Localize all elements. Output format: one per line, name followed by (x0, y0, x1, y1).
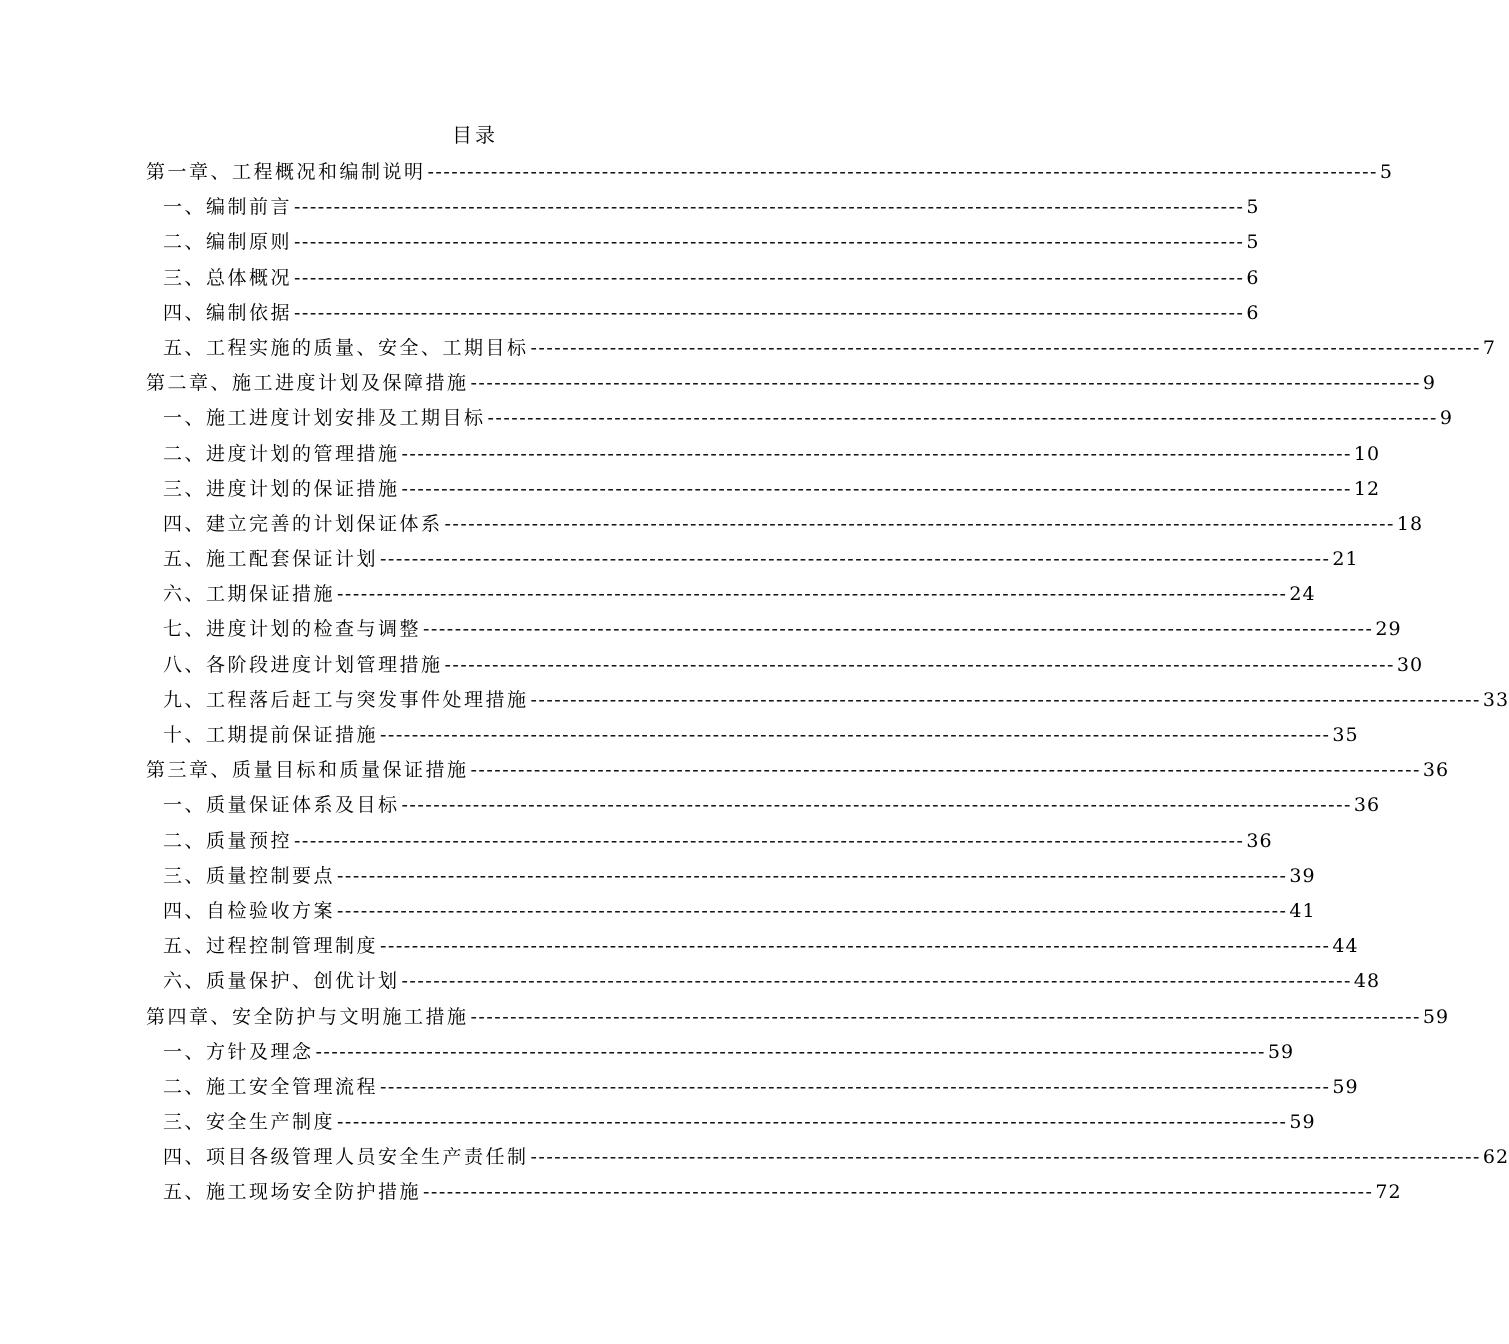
toc-page-number: 6 (1246, 266, 1260, 289)
toc-page-number: 59 (1267, 1040, 1295, 1063)
toc-entry-label: 一、方针及理念 (163, 1040, 314, 1063)
toc-section-entry[interactable] (146, 225, 1260, 260)
toc-dot-leader: ------------------------------------------------------------------------------------------------------------------------ (380, 548, 1331, 571)
toc-entry-label: 八、各阶段进度计划管理措施 (163, 653, 443, 676)
toc-page-number: 12 (1353, 477, 1381, 500)
toc-list (146, 155, 1509, 1211)
toc-page-number: 10 (1353, 442, 1381, 465)
toc-entry-label: 四、项目各级管理人员安全生产责任制 (163, 1146, 529, 1169)
toc-page-number: 59 (1289, 1111, 1316, 1134)
toc-page-number: 9 (1422, 372, 1436, 395)
toc-entry-label: 二、进度计划的管理措施 (163, 442, 400, 465)
toc-dot-leader: ------------------------------------------------------------------------------------------------------------------------ (423, 618, 1374, 641)
toc-dot-leader: ------------------------------------------------------------------------------------------------------------------------ (380, 1075, 1331, 1098)
toc-page-number: 29 (1375, 618, 1402, 641)
toc-section-entry[interactable] (146, 437, 1381, 472)
toc-entry-label: 九、工程落后赶工与突发事件处理措施 (163, 688, 529, 711)
toc-dot-leader: ------------------------------------------------------------------------------------------------------------------------ (337, 1111, 1288, 1134)
toc-dot-leader: ------------------------------------------------------------------------------------------------------------------------ (530, 336, 1481, 359)
toc-dot-leader: ------------------------------------------------------------------------------------------------------------------------ (337, 583, 1288, 606)
toc-page-number: 7 (1482, 336, 1496, 359)
toc-title: 目录 (452, 123, 498, 147)
toc-page-number: 35 (1332, 724, 1359, 746)
toc-dot-leader: ------------------------------------------------------------------------------------------------------------------------ (401, 477, 1352, 500)
toc-entry-label: 二、施工安全管理流程 (163, 1075, 379, 1098)
toc-dot-leader: ------------------------------------------------------------------------------------------------------------------------ (444, 512, 1395, 535)
toc-dot-leader: ------------------------------------------------------------------------------------------------------------------------ (470, 759, 1421, 782)
toc-dot-leader: ------------------------------------------------------------------------------------------------------------------------ (294, 196, 1245, 219)
toc-dot-leader: ------------------------------------------------------------------------------------------------------------------------ (423, 1181, 1374, 1204)
toc-dot-leader: ------------------------------------------------------------------------------------------------------------------------ (401, 794, 1352, 817)
toc-entry-label: 三、安全生产制度 (163, 1111, 336, 1134)
toc-entry-label: 五、施工配套保证计划 (163, 548, 379, 571)
toc-page-number: 5 (1379, 161, 1393, 183)
toc-dot-leader: ------------------------------------------------------------------------------------------------------------------------ (401, 970, 1352, 993)
toc-dot-leader: ------------------------------------------------------------------------------------------------------------------------ (444, 653, 1395, 676)
toc-entry-label: 三、质量控制要点 (163, 864, 336, 887)
toc-section-entry[interactable] (146, 1035, 1295, 1070)
toc-dot-leader: ------------------------------------------------------------------------------------------------------------------------ (530, 688, 1481, 711)
toc-page-number: 5 (1246, 196, 1260, 219)
toc-page-number: 36 (1422, 759, 1450, 782)
toc-dot-leader: ------------------------------------------------------------------------------------------------------------------------ (315, 1040, 1266, 1063)
toc-chapter-entry[interactable] (146, 366, 1436, 401)
toc-dot-leader: ------------------------------------------------------------------------------------------------------------------------ (427, 161, 1378, 183)
toc-chapter-entry[interactable] (146, 155, 1393, 190)
toc-page-number: 48 (1353, 970, 1381, 993)
toc-section-entry[interactable] (146, 507, 1424, 542)
toc-dot-leader: ------------------------------------------------------------------------------------------------------------------------ (294, 266, 1245, 289)
toc-dot-leader: ------------------------------------------------------------------------------------------------------------------------ (470, 372, 1421, 395)
toc-page-number: 39 (1289, 864, 1316, 887)
toc-section-entry[interactable] (146, 261, 1260, 296)
toc-chapter-entry[interactable] (146, 753, 1450, 788)
toc-entry-label: 三、总体概况 (163, 266, 293, 289)
toc-page-number: 5 (1246, 231, 1260, 254)
toc-page-number: 62 (1482, 1146, 1509, 1169)
toc-entry-label: 二、编制原则 (163, 231, 293, 254)
toc-section-entry[interactable] (146, 1070, 1359, 1105)
toc-page-number: 30 (1396, 653, 1424, 676)
toc-entry-label: 十、工期提前保证措施 (163, 724, 379, 746)
toc-section-entry[interactable] (146, 401, 1453, 436)
toc-page-number: 33 (1482, 688, 1509, 711)
toc-section-entry[interactable] (146, 472, 1381, 507)
toc-dot-leader: ------------------------------------------------------------------------------------------------------------------------ (294, 301, 1245, 324)
toc-section-entry[interactable] (146, 1140, 1509, 1175)
toc-dot-leader: ------------------------------------------------------------------------------------------------------------------------ (470, 1005, 1421, 1028)
toc-page-number: 41 (1289, 899, 1316, 922)
toc-dot-leader: ------------------------------------------------------------------------------------------------------------------------ (294, 231, 1245, 254)
toc-section-entry[interactable] (146, 964, 1381, 999)
toc-section-entry[interactable] (146, 788, 1381, 823)
toc-page-number: 44 (1332, 935, 1359, 958)
toc-page-number: 59 (1332, 1075, 1359, 1098)
toc-section-entry[interactable] (146, 296, 1260, 331)
toc-section-entry[interactable] (146, 859, 1316, 894)
toc-page-number: 36 (1246, 829, 1273, 852)
toc-dot-leader: ------------------------------------------------------------------------------------------------------------------------ (294, 829, 1245, 852)
toc-chapter-entry[interactable] (146, 1000, 1450, 1035)
toc-section-entry[interactable] (146, 718, 1359, 753)
toc-entry-label: 第四章、安全防护与文明施工措施 (146, 1005, 469, 1028)
toc-page-number: 24 (1289, 583, 1316, 606)
toc-entry-label: 一、施工进度计划安排及工期目标 (163, 407, 486, 430)
toc-page-number: 6 (1246, 301, 1260, 324)
toc-entry-label: 六、工期保证措施 (163, 583, 336, 606)
toc-entry-label: 四、建立完善的计划保证体系 (163, 512, 443, 535)
toc-section-entry[interactable] (146, 648, 1424, 683)
toc-page-number: 18 (1396, 512, 1424, 535)
toc-entry-label: 七、进度计划的检查与调整 (163, 618, 422, 641)
toc-page-number: 36 (1353, 794, 1381, 817)
toc-dot-leader: ------------------------------------------------------------------------------------------------------------------------ (380, 724, 1331, 746)
toc-section-entry[interactable] (146, 929, 1359, 964)
toc-entry-label: 二、质量预控 (163, 829, 293, 852)
toc-entry-label: 五、施工现场安全防护措施 (163, 1181, 422, 1204)
toc-section-entry[interactable] (146, 577, 1316, 612)
toc-section-entry[interactable] (146, 612, 1402, 647)
toc-section-entry[interactable] (146, 894, 1316, 929)
toc-section-entry[interactable] (146, 1105, 1316, 1140)
toc-dot-leader: ------------------------------------------------------------------------------------------------------------------------ (337, 899, 1288, 922)
toc-section-entry[interactable] (146, 683, 1509, 718)
toc-entry-label: 五、过程控制管理制度 (163, 935, 379, 958)
toc-entry-label: 一、编制前言 (163, 196, 293, 219)
toc-page-number: 59 (1422, 1005, 1450, 1028)
toc-entry-label: 一、质量保证体系及目标 (163, 794, 400, 817)
toc-page-number: 9 (1439, 407, 1453, 430)
toc-page-number: 21 (1332, 548, 1359, 571)
toc-section-entry[interactable] (146, 824, 1273, 859)
toc-dot-leader: ------------------------------------------------------------------------------------------------------------------------ (487, 407, 1438, 430)
toc-entry-label: 第二章、施工进度计划及保障措施 (146, 372, 469, 395)
toc-entry-label: 第一章、工程概况和编制说明 (146, 161, 426, 183)
toc-entry-label: 五、工程实施的质量、安全、工期目标 (163, 336, 529, 359)
toc-entry-label: 四、编制依据 (163, 301, 293, 324)
toc-dot-leader: ------------------------------------------------------------------------------------------------------------------------ (530, 1146, 1481, 1169)
toc-dot-leader: ------------------------------------------------------------------------------------------------------------------------ (401, 442, 1352, 465)
toc-section-entry[interactable] (146, 1175, 1402, 1210)
toc-dot-leader: ------------------------------------------------------------------------------------------------------------------------ (337, 864, 1288, 887)
toc-entry-label: 六、质量保护、创优计划 (163, 970, 400, 993)
toc-section-entry[interactable] (146, 190, 1260, 225)
toc-entry-label: 三、进度计划的保证措施 (163, 477, 400, 500)
toc-section-entry[interactable] (146, 542, 1359, 577)
toc-entry-label: 四、自检验收方案 (163, 899, 336, 922)
toc-page-number: 72 (1375, 1181, 1402, 1204)
toc-entry-label: 第三章、质量目标和质量保证措施 (146, 759, 469, 782)
toc-section-entry[interactable] (146, 331, 1496, 366)
toc-dot-leader: ------------------------------------------------------------------------------------------------------------------------ (380, 935, 1331, 958)
